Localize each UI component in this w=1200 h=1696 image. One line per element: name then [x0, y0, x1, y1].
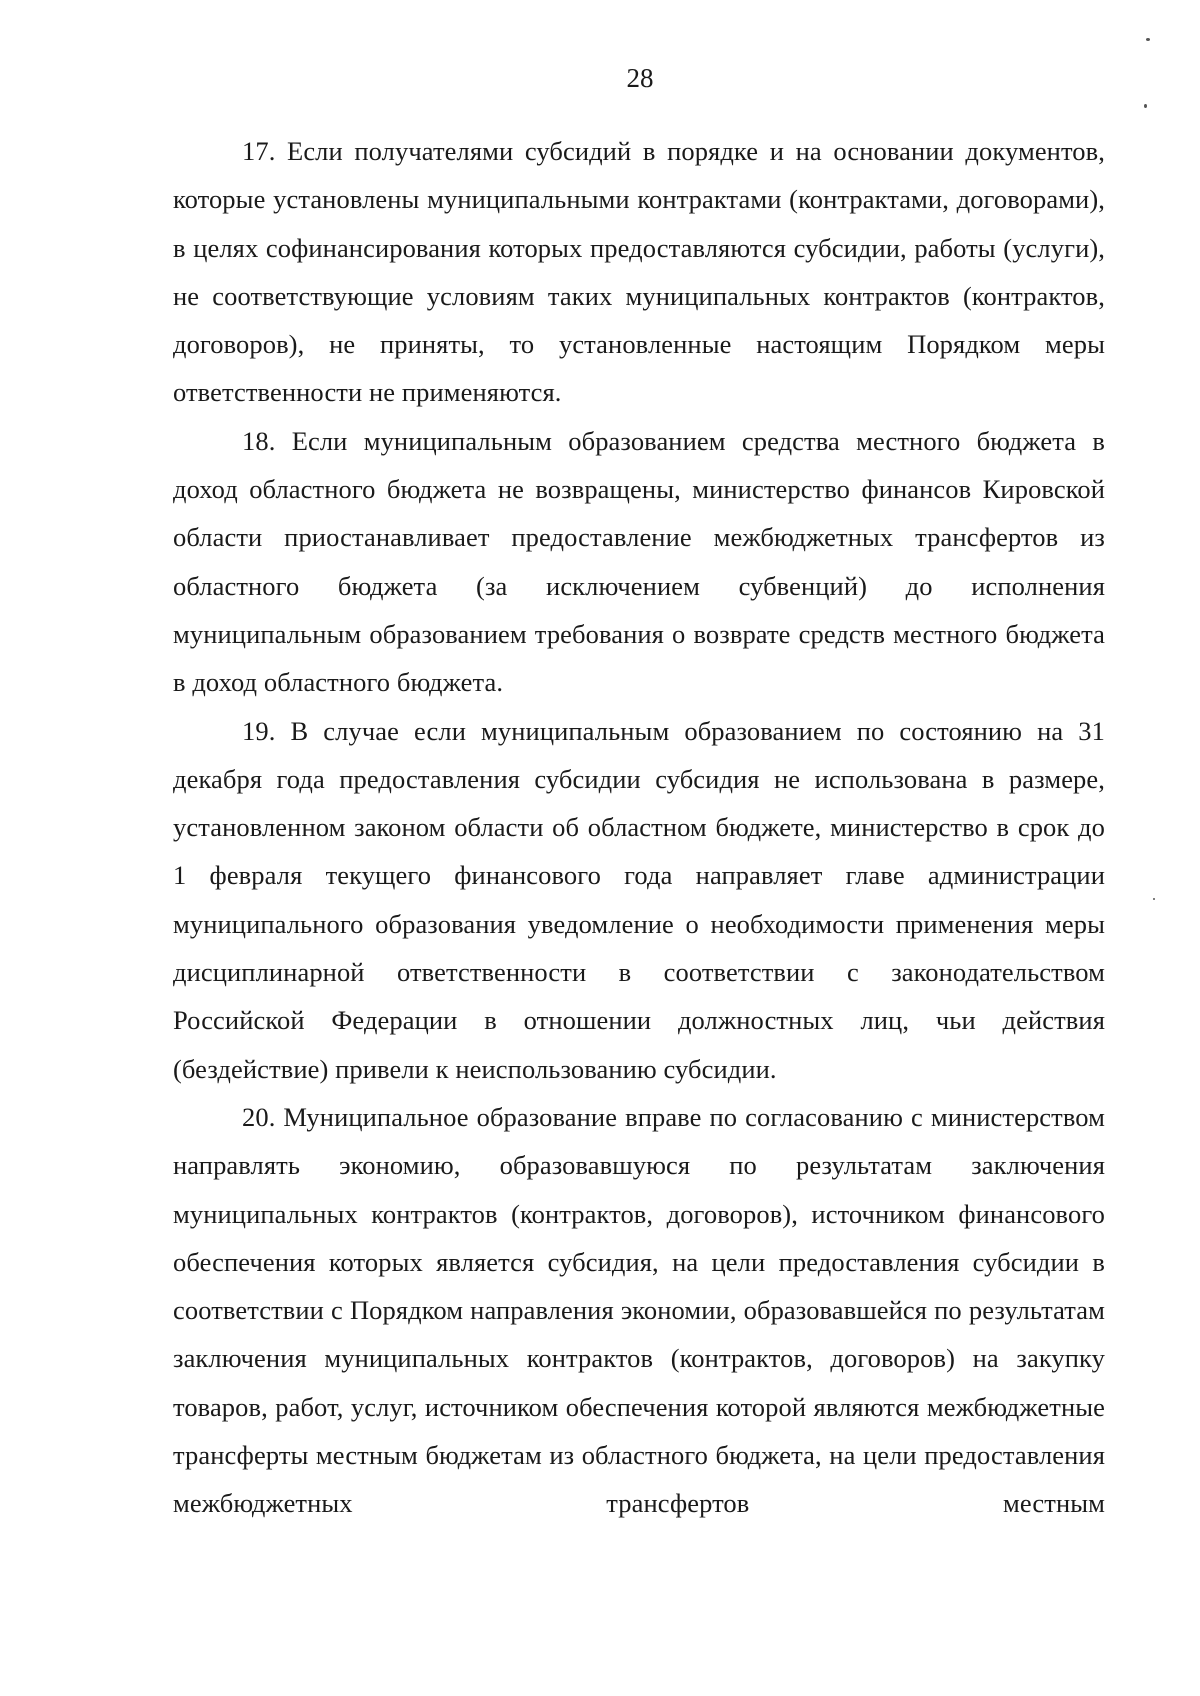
document-body: [173, 127, 1105, 1528]
page-number: 28: [626, 63, 654, 93]
scan-speck: [1144, 104, 1147, 108]
paragraph-19: 19. В случае если муниципальным образованием по состоянию на 31 декабря года предоставления субсидии субсидия не использована в размере, установленном законом области об областном бюджете, министерство в срок до 1 февраля текущего финансового года направляет главе администрации муниципального образования уведомление о необходимости применения меры дисциплинарной ответственности в соответствии с законодательством Российской Федерации в отношении должностных лиц, чьи действия (бездействие) привели к неиспользованию субсидии.: [173, 715, 1105, 1084]
scan-speck: [1153, 898, 1155, 900]
paragraph-18: 18. Если муниципальным образованием средства местного бюджета в доход областного бюджета не возвращены, министерство финансов Кировской области приостанавливает предоставление межбюджетных трансфертов из областного бюджета (за исключением субвенций) до исполнения муниципальным образованием требования о возврате средств местного бюджета в доход областного бюджета.: [173, 425, 1105, 698]
scan-speck: [1146, 38, 1150, 41]
paragraph-17: 17. Если получателями субсидий в порядке и на основании документов, которые установлены муниципальными контрактами (контрактами, договорами), в целях софинансирования которых предоставляются субсидии, работы (услуги), не соответствующие условиям таких муниципальных контрактов (контрактов, договоров), не приняты, то установленные настоящим Порядком меры ответственности не применяются.: [173, 136, 1105, 408]
paragraph-20: 20. Муниципальное образование вправе по согласованию с министерством направлять экономию, образовавшуюся по результатам заключения муниципальных контрактов (контрактов, договоров), источником финансового обеспечения которых является субсидия, на цели предоставления субсидии в соответствии с Порядком направления экономии, образовавшейся по результатам заключения муниципальных контрактов (контрактов, договоров) на закупку товаров, работ, услуг, источником обеспечения которой являются межбюджетные трансферты местным бюджетам из областного бюджета, на цели предоставления межбюджетных трансфертов местным: [173, 1101, 1105, 1519]
